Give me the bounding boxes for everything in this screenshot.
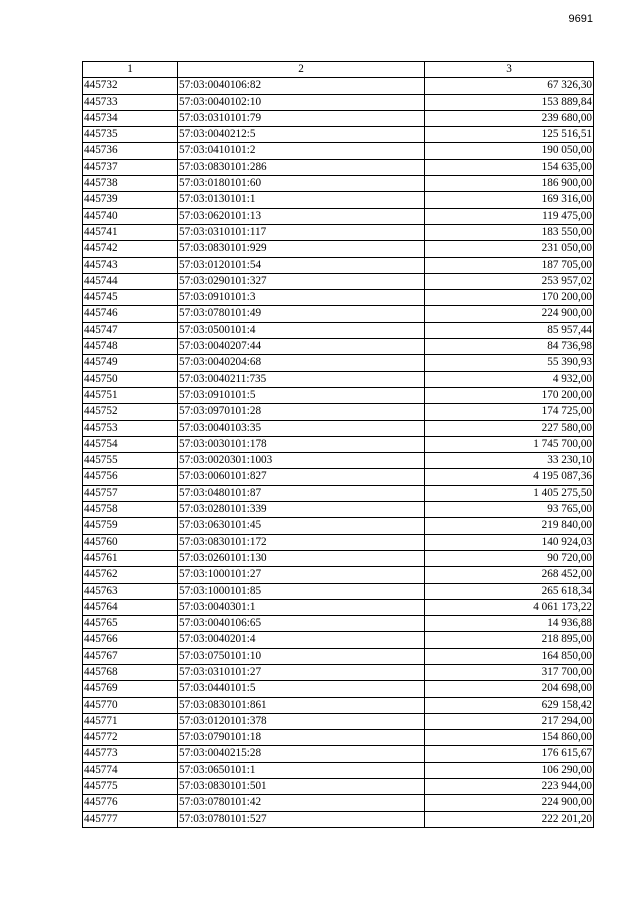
cadastral-value-cell: 629 158,42 — [425, 697, 594, 713]
cadastral-number-cell: 57:03:0780101:49 — [178, 306, 425, 322]
cadastral-value-cell: 154 635,00 — [425, 159, 594, 175]
row-number-cell: 445752 — [83, 404, 178, 420]
row-number-cell: 445738 — [83, 176, 178, 192]
cadastral-value-cell: 187 705,00 — [425, 257, 594, 273]
cadastral-number-cell: 57:03:0630101:45 — [178, 518, 425, 534]
table-row — [83, 241, 594, 257]
cadastral-value-cell: 227 580,00 — [425, 420, 594, 436]
table-row — [83, 387, 594, 403]
row-number-cell: 445739 — [83, 192, 178, 208]
cadastral-value-cell: 125 516,51 — [425, 127, 594, 143]
cadastral-number-cell: 57:03:0480101:87 — [178, 485, 425, 501]
cadastral-number-cell: 57:03:0120101:54 — [178, 257, 425, 273]
cadastral-number-cell: 57:03:0040207:44 — [178, 339, 425, 355]
cadastral-number-cell: 57:03:0040102:10 — [178, 94, 425, 110]
row-number-cell: 445773 — [83, 746, 178, 762]
cadastral-number-cell: 57:03:0910101:5 — [178, 387, 425, 403]
cadastral-value-cell: 154 860,00 — [425, 730, 594, 746]
cadastral-number-cell: 57:03:0790101:18 — [178, 730, 425, 746]
cadastral-number-cell: 57:03:0310101:27 — [178, 664, 425, 680]
table-row — [83, 404, 594, 420]
cadastral-value-cell: 55 390,93 — [425, 355, 594, 371]
cadastral-value-cell: 1 405 275,50 — [425, 485, 594, 501]
cadastral-value-cell: 140 924,03 — [425, 534, 594, 550]
table-body — [83, 78, 594, 828]
cadastral-value-cell: 183 550,00 — [425, 224, 594, 240]
cadastral-value-cell: 218 895,00 — [425, 632, 594, 648]
cadastral-value-cell: 231 050,00 — [425, 241, 594, 257]
row-number-cell: 445766 — [83, 632, 178, 648]
row-number-cell: 445745 — [83, 290, 178, 306]
cadastral-value-cell: 219 840,00 — [425, 518, 594, 534]
cadastral-number-cell: 57:03:0310101:79 — [178, 110, 425, 126]
table-row — [83, 224, 594, 240]
row-number-cell: 445771 — [83, 713, 178, 729]
cadastral-number-cell: 57:03:0290101:327 — [178, 273, 425, 289]
row-number-cell: 445740 — [83, 208, 178, 224]
row-number-cell: 445770 — [83, 697, 178, 713]
cadastral-value-table — [82, 61, 594, 828]
table-row — [83, 681, 594, 697]
table-row — [83, 159, 594, 175]
column-header-2: 2 — [178, 62, 425, 78]
table-row — [83, 762, 594, 778]
cadastral-number-cell: 57:03:0910101:3 — [178, 290, 425, 306]
row-number-cell: 445754 — [83, 436, 178, 452]
cadastral-value-cell: 85 957,44 — [425, 322, 594, 338]
row-number-cell: 445733 — [83, 94, 178, 110]
table-row — [83, 697, 594, 713]
cadastral-number-cell: 57:03:0650101:1 — [178, 762, 425, 778]
row-number-cell: 445760 — [83, 534, 178, 550]
table-row — [83, 257, 594, 273]
cadastral-value-cell: 14 936,88 — [425, 616, 594, 632]
table-row — [83, 469, 594, 485]
cadastral-value-cell: 106 290,00 — [425, 762, 594, 778]
cadastral-number-cell: 57:03:0020301:1003 — [178, 453, 425, 469]
cadastral-number-cell: 57:03:0750101:10 — [178, 648, 425, 664]
row-number-cell: 445758 — [83, 502, 178, 518]
row-number-cell: 445769 — [83, 681, 178, 697]
table-row — [83, 583, 594, 599]
cadastral-value-cell: 224 900,00 — [425, 306, 594, 322]
table-row — [83, 306, 594, 322]
cadastral-number-cell: 57:03:0040301:1 — [178, 599, 425, 615]
cadastral-number-cell: 57:03:0040201:4 — [178, 632, 425, 648]
table-row — [83, 143, 594, 159]
cadastral-value-cell: 169 316,00 — [425, 192, 594, 208]
table-row — [83, 746, 594, 762]
cadastral-value-cell: 119 475,00 — [425, 208, 594, 224]
table-row — [83, 599, 594, 615]
cadastral-number-cell: 57:03:0500101:4 — [178, 322, 425, 338]
cadastral-value-cell: 93 765,00 — [425, 502, 594, 518]
row-number-cell: 445749 — [83, 355, 178, 371]
cadastral-value-cell: 204 698,00 — [425, 681, 594, 697]
row-number-cell: 445761 — [83, 550, 178, 566]
cadastral-value-cell: 186 900,00 — [425, 176, 594, 192]
cadastral-value-cell: 67 326,30 — [425, 78, 594, 94]
cadastral-number-cell: 57:03:0260101:130 — [178, 550, 425, 566]
row-number-cell: 445762 — [83, 567, 178, 583]
cadastral-number-cell: 57:03:0440101:5 — [178, 681, 425, 697]
cadastral-number-cell: 57:03:0040215:28 — [178, 746, 425, 762]
row-number-cell: 445772 — [83, 730, 178, 746]
table-row — [83, 208, 594, 224]
cadastral-value-cell: 4 061 173,22 — [425, 599, 594, 615]
cadastral-value-cell: 153 889,84 — [425, 94, 594, 110]
table-row — [83, 355, 594, 371]
cadastral-number-cell: 57:03:0310101:117 — [178, 224, 425, 240]
row-number-cell: 445742 — [83, 241, 178, 257]
row-number-cell: 445767 — [83, 648, 178, 664]
cadastral-value-cell: 174 725,00 — [425, 404, 594, 420]
row-number-cell: 445763 — [83, 583, 178, 599]
cadastral-number-cell: 57:03:0410101:2 — [178, 143, 425, 159]
cadastral-value-cell: 164 850,00 — [425, 648, 594, 664]
cadastral-number-cell: 57:03:0970101:28 — [178, 404, 425, 420]
table-row — [83, 730, 594, 746]
table-row — [83, 192, 594, 208]
row-number-cell: 445755 — [83, 453, 178, 469]
table-row — [83, 339, 594, 355]
cadastral-number-cell: 57:03:0040106:65 — [178, 616, 425, 632]
cadastral-number-cell: 57:03:0830101:861 — [178, 697, 425, 713]
row-number-cell: 445777 — [83, 811, 178, 827]
row-number-cell: 445757 — [83, 485, 178, 501]
cadastral-value-cell: 222 201,20 — [425, 811, 594, 827]
table-row — [83, 273, 594, 289]
column-header-1: 1 — [83, 62, 178, 78]
cadastral-value-cell: 239 680,00 — [425, 110, 594, 126]
cadastral-value-cell: 265 618,34 — [425, 583, 594, 599]
table-row — [83, 485, 594, 501]
row-number-cell: 445746 — [83, 306, 178, 322]
cadastral-value-cell: 224 900,00 — [425, 795, 594, 811]
cadastral-number-cell: 57:03:0830101:929 — [178, 241, 425, 257]
cadastral-number-cell: 57:03:0780101:527 — [178, 811, 425, 827]
cadastral-value-cell: 90 720,00 — [425, 550, 594, 566]
table-row — [83, 616, 594, 632]
cadastral-number-cell: 57:03:0830101:501 — [178, 779, 425, 795]
cadastral-number-cell: 57:03:0040204:68 — [178, 355, 425, 371]
cadastral-value-cell: 4 195 087,36 — [425, 469, 594, 485]
table-row — [83, 94, 594, 110]
cadastral-value-cell: 223 944,00 — [425, 779, 594, 795]
table-row — [83, 567, 594, 583]
cadastral-value-cell: 190 050,00 — [425, 143, 594, 159]
table-row — [83, 110, 594, 126]
row-number-cell: 445736 — [83, 143, 178, 159]
table-row — [83, 127, 594, 143]
cadastral-number-cell: 57:03:0620101:13 — [178, 208, 425, 224]
table-row — [83, 371, 594, 387]
table-row — [83, 795, 594, 811]
table-row — [83, 713, 594, 729]
cadastral-number-cell: 57:03:1000101:85 — [178, 583, 425, 599]
row-number-cell: 445737 — [83, 159, 178, 175]
row-number-cell: 445765 — [83, 616, 178, 632]
table-row — [83, 811, 594, 827]
cadastral-value-cell: 170 200,00 — [425, 387, 594, 403]
table-row — [83, 502, 594, 518]
cadastral-number-cell: 57:03:0280101:339 — [178, 502, 425, 518]
cadastral-value-cell: 170 200,00 — [425, 290, 594, 306]
row-number-cell: 445764 — [83, 599, 178, 615]
cadastral-value-cell: 176 615,67 — [425, 746, 594, 762]
row-number-cell: 445734 — [83, 110, 178, 126]
cadastral-number-cell: 57:03:0040212:5 — [178, 127, 425, 143]
table-header-row — [83, 62, 594, 78]
table-row — [83, 779, 594, 795]
column-header-3: 3 — [425, 62, 594, 78]
cadastral-number-cell: 57:03:0180101:60 — [178, 176, 425, 192]
table-row — [83, 648, 594, 664]
row-number-cell: 445750 — [83, 371, 178, 387]
table-row — [83, 632, 594, 648]
table-row — [83, 534, 594, 550]
row-number-cell: 445747 — [83, 322, 178, 338]
row-number-cell: 445743 — [83, 257, 178, 273]
cadastral-number-cell: 57:03:0830101:172 — [178, 534, 425, 550]
table-row — [83, 518, 594, 534]
cadastral-value-cell: 84 736,98 — [425, 339, 594, 355]
row-number-cell: 445774 — [83, 762, 178, 778]
table-row — [83, 436, 594, 452]
row-number-cell: 445748 — [83, 339, 178, 355]
table-row — [83, 550, 594, 566]
row-number-cell: 445735 — [83, 127, 178, 143]
row-number-cell: 445741 — [83, 224, 178, 240]
row-number-cell: 445759 — [83, 518, 178, 534]
cadastral-number-cell: 57:03:0120101:378 — [178, 713, 425, 729]
page-number: 9691 — [568, 13, 593, 25]
row-number-cell: 445753 — [83, 420, 178, 436]
row-number-cell: 445775 — [83, 779, 178, 795]
table-row — [83, 290, 594, 306]
cadastral-value-cell: 268 452,00 — [425, 567, 594, 583]
table-row — [83, 78, 594, 94]
row-number-cell: 445744 — [83, 273, 178, 289]
cadastral-number-cell: 57:03:0040103:35 — [178, 420, 425, 436]
cadastral-number-cell: 57:03:0040211:735 — [178, 371, 425, 387]
table-row — [83, 420, 594, 436]
cadastral-number-cell: 57:03:0830101:286 — [178, 159, 425, 175]
cadastral-value-cell: 33 230,10 — [425, 453, 594, 469]
cadastral-number-cell: 57:03:0780101:42 — [178, 795, 425, 811]
table-row — [83, 322, 594, 338]
cadastral-value-cell: 217 294,00 — [425, 713, 594, 729]
cadastral-number-cell: 57:03:0130101:1 — [178, 192, 425, 208]
row-number-cell: 445751 — [83, 387, 178, 403]
table-row — [83, 453, 594, 469]
row-number-cell: 445756 — [83, 469, 178, 485]
cadastral-number-cell: 57:03:0040106:82 — [178, 78, 425, 94]
cadastral-value-cell: 4 932,00 — [425, 371, 594, 387]
row-number-cell: 445768 — [83, 664, 178, 680]
cadastral-number-cell: 57:03:0030101:178 — [178, 436, 425, 452]
cadastral-number-cell: 57:03:1000101:27 — [178, 567, 425, 583]
cadastral-value-cell: 317 700,00 — [425, 664, 594, 680]
row-number-cell: 445776 — [83, 795, 178, 811]
table-row — [83, 176, 594, 192]
row-number-cell: 445732 — [83, 78, 178, 94]
table-row — [83, 664, 594, 680]
cadastral-value-cell: 253 957,02 — [425, 273, 594, 289]
cadastral-value-cell: 1 745 700,00 — [425, 436, 594, 452]
cadastral-number-cell: 57:03:0060101:827 — [178, 469, 425, 485]
